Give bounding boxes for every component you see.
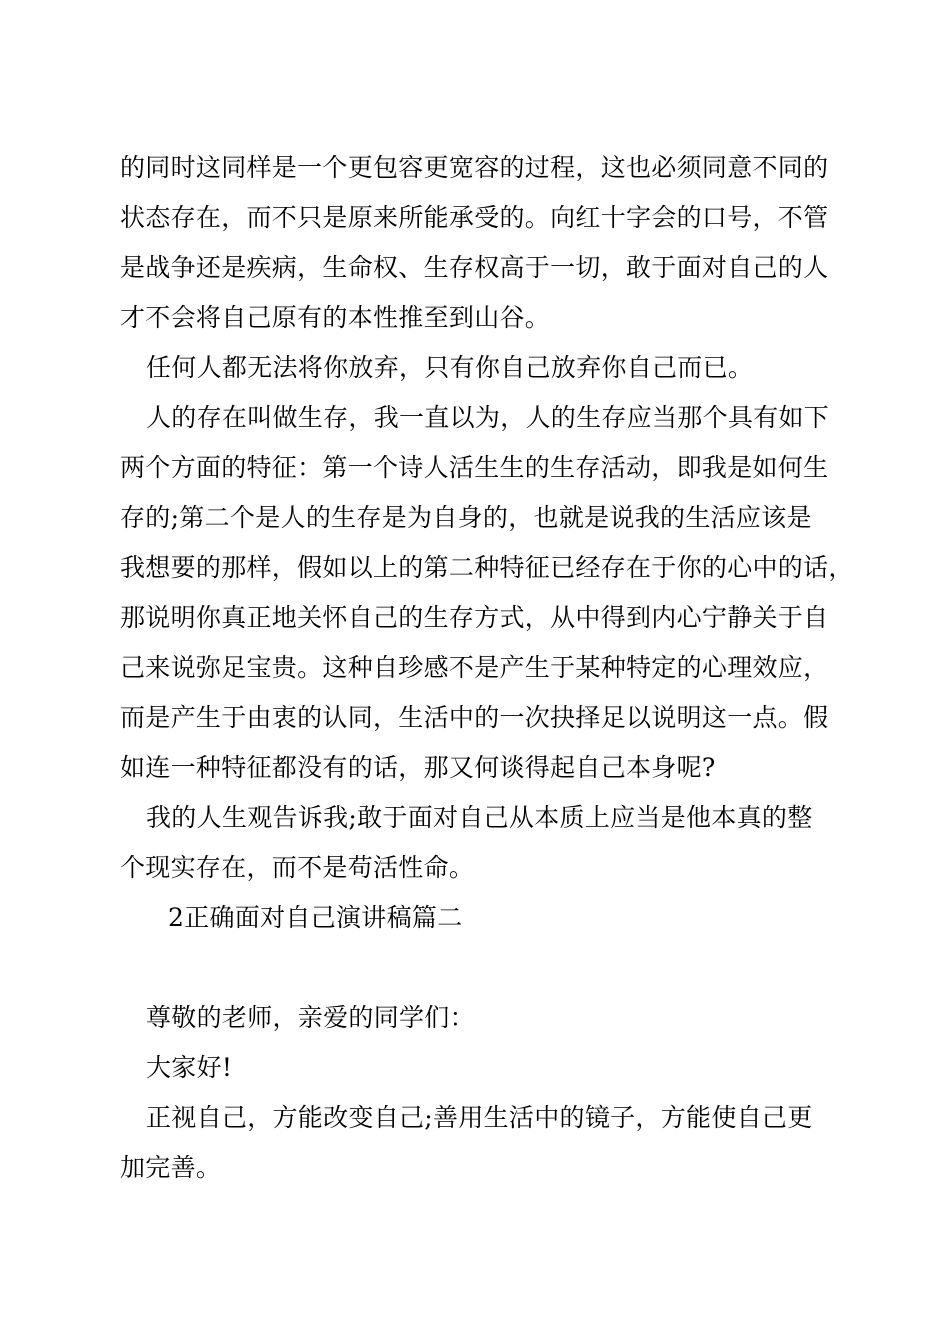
- paragraph-3-line-5: 那说明你真正地关怀自己的生存方式，从中得到内心宁静关于自: [120, 603, 829, 632]
- paragraph-3-line-8: 如连一种特征都没有的话，那又何谈得起自己本身呢?: [120, 753, 716, 782]
- paragraph-2-line-1: 任何人都无法将你放弃，只有你自己放弃你自己而已。: [146, 353, 754, 382]
- paragraph-5-line-1: 正视自己，方能改变自己;善用生活中的镜子，方能使自己更: [146, 1103, 813, 1132]
- paragraph-4-line-1: 我的人生观告诉我;敢于面对自己从本质上应当是他本真的整: [146, 803, 813, 832]
- paragraph-3-line-3: 存的;第二个是人的生存是为自身的，也就是说我的生活应该是: [120, 503, 812, 532]
- paragraph-3-line-4: 我想要的那样，假如以上的第二种特征已经存在于你的心中的话，: [120, 553, 854, 582]
- paragraph-3-line-1: 人的存在叫做生存，我一直以为，人的生存应当那个具有如下: [146, 403, 830, 432]
- greeting: 大家好!: [146, 1053, 233, 1082]
- paragraph-3-line-6: 己来说弥足宝贵。这种自珍感不是产生于某种特定的心理效应，: [120, 653, 829, 682]
- paragraph-3-line-2: 两个方面的特征：第一个诗人活生生的生存活动，即我是如何生: [120, 453, 829, 482]
- paragraph-3-line-7: 而是产生于由衷的认同，生活中的一次抉择足以说明这一点。假: [120, 703, 829, 732]
- paragraph-1-line-2: 状态存在，而不只是原来所能承受的。向红十字会的口号，不管: [120, 203, 829, 232]
- salutation: 尊敬的老师，亲爱的同学们：: [146, 1003, 475, 1032]
- paragraph-5-line-2: 加完善。: [120, 1153, 222, 1182]
- paragraph-4-line-2: 个现实存在，而不是苟活性命。: [120, 853, 475, 882]
- section-heading: 2正确面对自己演讲稿篇二: [168, 903, 463, 932]
- paragraph-1-line-4: 才不会将自己原有的本性推至到山谷。: [120, 303, 551, 332]
- paragraph-1-line-1: 的同时这同样是一个更包容更宽容的过程，这也必须同意不同的: [120, 153, 829, 182]
- paragraph-1-line-3: 是战争还是疾病，生命权、生存权高于一切，敢于面对自己的人: [120, 253, 829, 282]
